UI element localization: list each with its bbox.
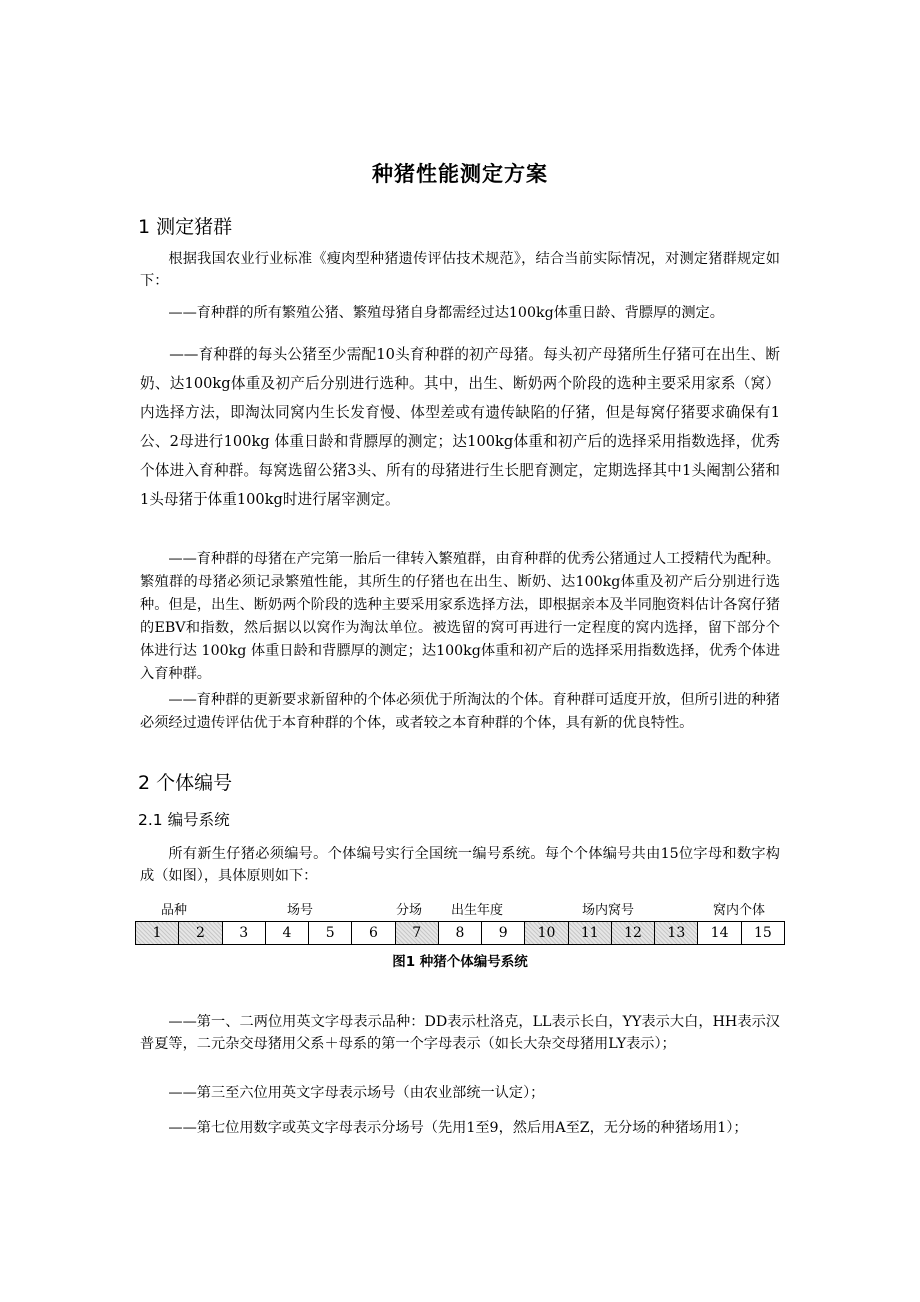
section-2-heading: 2 个体编号: [138, 772, 233, 794]
section-2-intro-paragraph: 所有新生仔猪必须编号。个体编号实行全国统一编号系统。每个个体编号共由15位字母和数字构成（如图），具体原则如下：: [140, 846, 780, 884]
section-1-rule-paragraph: ——育种群的每头公猪至少需配10头育种群的初产母猪。每头初产母猪所生仔猪可在出生、断奶、达100kg体重及初产后分别进行选种。其中，出生、断奶两个阶段的选种主要采用家系（窝）内选择方法，即淘汰同窝内生长发育慢、体型差或有遗传缺陷的仔猪，但是每窝仔猪要求确保有1公、2母进行100kg 体重日龄和背膘厚的测定；达100kg体重和初产后的选择采用指数选择，优秀个体进入育种群。每窝选留公猪3头、所有的母猪进行生长肥育测定，定期选择其中1头阉割公猪和1头母猪于体重100kg时进行屠宰测定。: [140, 346, 780, 508]
diagram-label-breed: 品种: [161, 903, 188, 918]
id-digit-row: [136, 922, 785, 945]
figure-caption: 图1 种猪个体编号系统: [392, 954, 528, 970]
id-digit-cell: 3: [222, 922, 265, 945]
id-digit-cell: 7: [395, 922, 438, 945]
section-1-intro-paragraph: 根据我国农业行业标准《瘦肉型种猪遗传评估技术规范》，结合当前实际情况，对测定猪群规定如下：: [140, 251, 780, 289]
id-digit-cell: 4: [265, 922, 308, 945]
section-1-rule-paragraph: ——育种群的更新要求新留种的个体必须优于所淘汰的个体。育种群可适度开放，但所引进的种猪必须经过遗传评估优于本育种群的个体，或者较之本育种群的个体，具有新的优良特性。: [140, 692, 780, 731]
section-1-heading: 1 测定猪群: [138, 216, 233, 238]
id-digit-cell: 8: [438, 922, 481, 945]
id-digit-cell: 13: [655, 922, 698, 945]
section-2-rule-paragraph: ——第三至六位用英文字母表示场号（由农业部统一认定）；: [168, 1085, 545, 1101]
id-digit-cell: 5: [309, 922, 352, 945]
diagram-label-branch: 分场: [396, 903, 423, 918]
section-2-rule-paragraph: ——第七位用数字或英文字母表示分场号（先用1至9，然后用A至Z，无分场的种猪场用1）；: [168, 1120, 748, 1136]
diagram-label-birth-year: 出生年度: [451, 903, 504, 918]
id-digit-cell: 9: [482, 922, 525, 945]
section-1-rule-paragraph: ——育种群的母猪在产完第一胎后一律转入繁殖群，由育种群的优秀公猪通过人工授精代为配种。繁殖群的母猪必须记录繁殖性能，其所生的仔猪也在出生、断奶、达100kg体重及初产后分别进行选种。但是，出生、断奶两个阶段的选种主要采用家系选择方法，即根据亲本及半同胞资料估计各窝仔猪的EBV和指数，然后据以以窝作为淘汰单位。被选留的窝可再进行一定程度的窝内选择，留下部分个体进行达 100kg 体重日龄和背膘厚的测定；达100kg体重和初产后的选择采用指数选择，优秀个体进入育种群。: [140, 551, 780, 682]
diagram-label-litter: 场内窝号: [582, 903, 635, 918]
section-1-rule-paragraph: ——育种群的所有繁殖公猪、繁殖母猪自身都需经过达100kg体重日龄、背膘厚的测定。: [168, 305, 724, 321]
id-digit-cell: 11: [568, 922, 611, 945]
document-title: 种猪性能测定方案: [372, 162, 548, 186]
id-digit-cell: 15: [741, 922, 784, 945]
id-number-diagram: [135, 897, 785, 945]
diagram-label-individual: 窝内个体: [713, 903, 766, 918]
section-2-1-heading: 2.1 编号系统: [138, 811, 230, 829]
id-digit-cell: 2: [179, 922, 222, 945]
id-digit-cell: 1: [136, 922, 179, 945]
id-digit-cell: 6: [352, 922, 395, 945]
id-digit-cell: 10: [525, 922, 568, 945]
id-digit-cell: 14: [698, 922, 741, 945]
diagram-labels: [135, 897, 785, 921]
section-2-rule-paragraph: ——第一、二两位用英文字母表示品种：DD表示杜洛克，LL表示长白，YY表示大白，HH表示汉普夏等，二元杂交母猪用父系＋母系的第一个字母表示（如长大杂交母猪用LY表示）；: [140, 1014, 780, 1052]
diagram-label-farm: 场号: [287, 903, 314, 918]
id-digit-cell: 12: [611, 922, 654, 945]
id-digit-table: [135, 921, 785, 945]
